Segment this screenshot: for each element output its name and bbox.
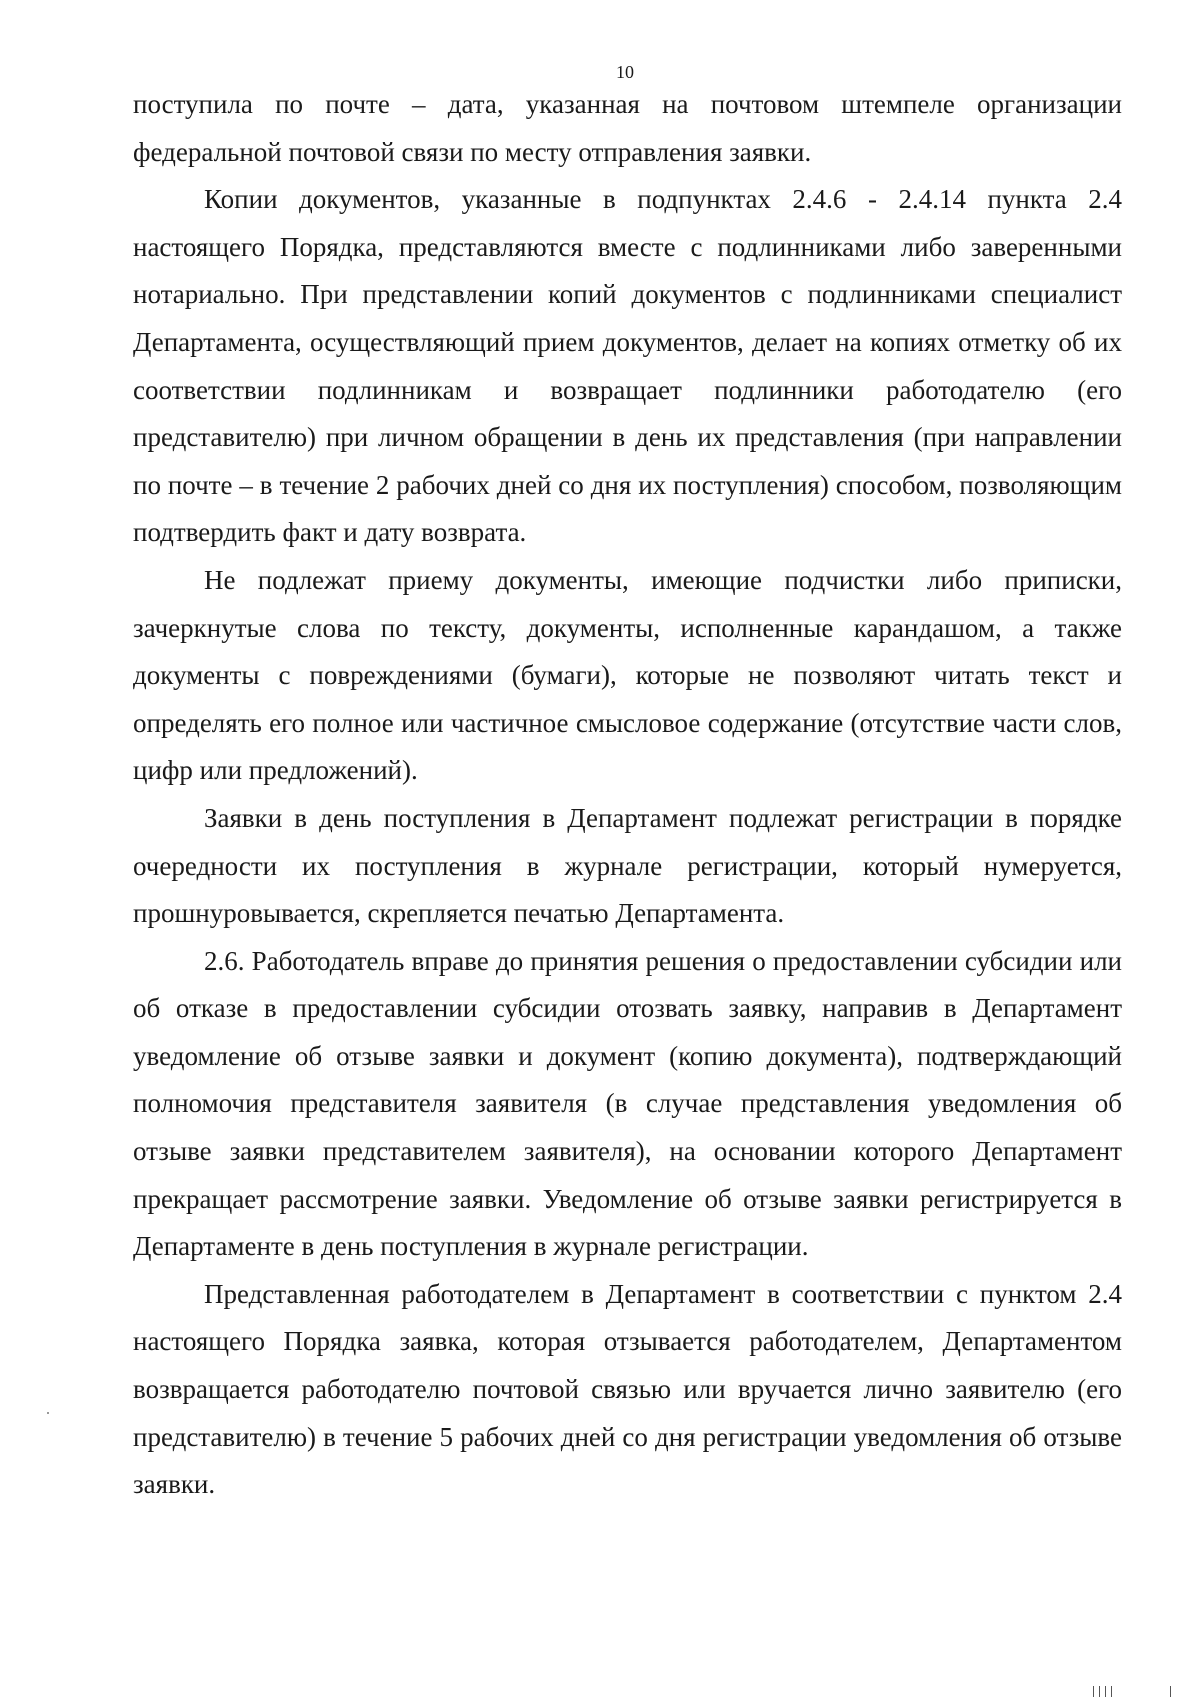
paragraph-returned-application: Представленная работодателем в Департамент в соответствии с пунктом 2.4 настоящего Порядка заявка, которая отзывается работодателем, Департаментом возвращается работодателю почтовой связью или вручается лично заявителю (его представителю) в течение 5 рабочих дней со дня регистрации уведомления об отзыве заявки. — [133, 1278, 1122, 1500]
scan-edge-mark — [1111, 1686, 1112, 1697]
scan-speck — [47, 1412, 49, 1414]
scan-edge-mark — [1170, 1686, 1171, 1697]
scan-edge-mark — [1093, 1686, 1094, 1697]
paragraph-rejected-documents: Не подлежат приему документы, имеющие подчистки либо приписки, зачеркнутые слова по тексту, документы, исполненные карандашом, а также документы с повреждениями (бумаги), которые не позволяют читать текст и определять его полное или частичное смысловое содержание (отсутствие части слов, цифр или предложений). — [133, 564, 1122, 786]
paragraph-continuation: поступила по почте – дата, указанная на почтовом штемпеле организации федеральной почтовой связи по месту отправления заявки. — [133, 89, 1122, 167]
document-body — [133, 81, 1122, 1509]
scan-edge-mark — [1099, 1686, 1100, 1697]
scan-edge-mark — [1105, 1686, 1106, 1697]
paragraph-registration: Заявки в день поступления в Департамент подлежат регистрации в порядке очередности их поступления в журнале регистрации, который нумеруется, прошнуровывается, скрепляется печатью Департамента. — [133, 802, 1122, 929]
page-number: 10 — [616, 62, 634, 82]
paragraph-section-2-6: 2.6. Работодатель вправе до принятия решения о предоставлении субсидии или об отказе в предоставлении субсидии отозвать заявку, направив в Департамент уведомление об отзыве заявки и документ (копию документа), подтверждающий полномочия представителя заявителя (в случае представления уведомления об отзыве заявки представителем заявителя), на основании которого Департамент прекращает рассмотрение заявки. Уведомление об отзыве заявки регистрируется в Департаменте в день поступления в журнале регистрации. — [133, 945, 1122, 1262]
paragraph-document-copies: Копии документов, указанные в подпунктах 2.4.6 - 2.4.14 пункта 2.4 настоящего Порядка, представляются вместе с подлинниками либо заверенными нотариально. При представлении копий документов с подлинниками специалист Департамента, осуществляющий прием документов, делает на копиях отметку об их соответствии подлинникам и возвращает подлинники работодателю (его представителю) при личном обращении в день их представления (при направлении по почте – в течение 2 рабочих дней со дня их поступления) способом, позволяющим подтвердить факт и дату возврата. — [133, 184, 1122, 548]
